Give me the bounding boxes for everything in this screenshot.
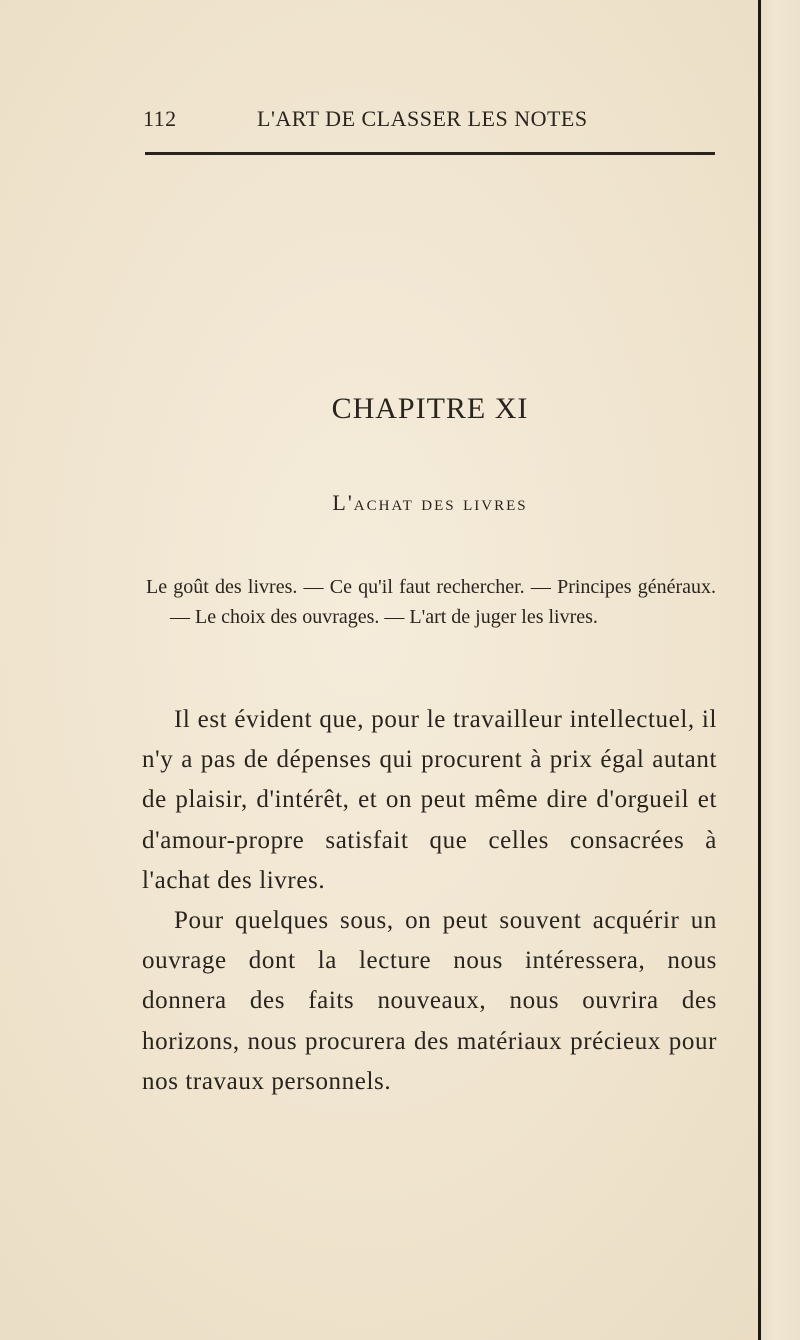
chapter-summary: Le goût des livres. — Ce qu'il faut rechercher. — Principes généraux. — Le choix des ouvrages. — L'art de juger les livres. xyxy=(146,576,716,628)
header-rule xyxy=(145,152,715,155)
paragraph: Il est évident que, pour le travailleur intellectuel, il n'y a pas de dépenses qui procurent à prix égal autant de plaisir, d'intérêt, et on peut même dire d'orgueil et d'amour-propre satisfait que celles consacrées à l'achat des livres. xyxy=(142,706,717,894)
page-number: 112 xyxy=(143,106,177,131)
running-title: L'ART DE CLASSER LES NOTES xyxy=(257,106,588,131)
book-gutter xyxy=(758,0,800,1340)
body-text xyxy=(142,700,717,1102)
chapter-number: CHAPITRE XI xyxy=(331,392,529,425)
chapter-title: L'achat des livres xyxy=(332,490,528,515)
paragraph: Pour quelques sous, on peut souvent acquérir un ouvrage dont la lecture nous intéressera, nous donnera des faits nouveaux, nous ouvrira des horizons, nous procurera des matériaux précieux pour nos travaux personnels. xyxy=(142,907,717,1095)
running-head xyxy=(143,106,715,136)
gutter-edge-line xyxy=(758,0,761,1340)
